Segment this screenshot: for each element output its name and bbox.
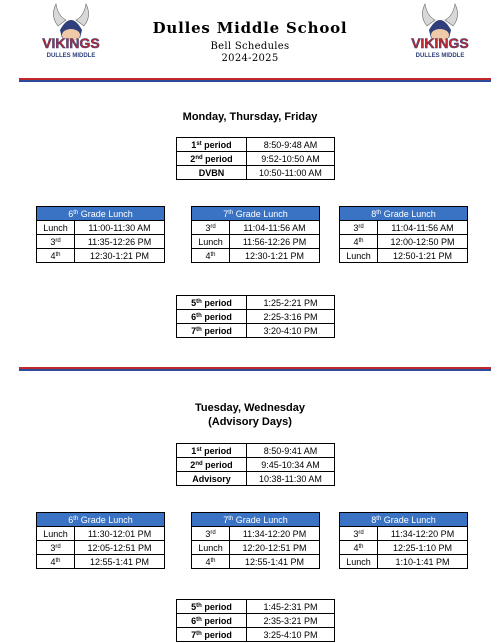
period-label: 2nd period <box>177 458 247 472</box>
vikings-logo <box>405 2 475 62</box>
period-label: DVBN <box>177 166 247 180</box>
table-row: 3rd 11:04-11:56 AM <box>340 221 468 235</box>
period-time: 10:38-11:30 AM <box>247 472 335 486</box>
period-time: 3:20-4:10 PM <box>247 324 335 338</box>
table-row: 4th 12:00-12:50 PM <box>340 235 468 249</box>
lunch-table-header: 6th Grade Lunch <box>37 513 165 527</box>
table-row: Lunch 11:56-12:26 PM <box>192 235 320 249</box>
table-row <box>177 458 335 472</box>
schedule-title: Monday, Thursday, Friday <box>182 111 318 123</box>
table-row: 4th 12:25-1:10 PM <box>340 541 468 555</box>
period-label: 7th period <box>177 628 247 642</box>
period-label: 7th period <box>177 324 247 338</box>
schedule-title: Tuesday, Wednesday <box>194 402 306 414</box>
lunch-table-header: 8th Grade Lunch <box>340 207 468 221</box>
table-row <box>177 152 335 166</box>
lunch-table-6th <box>36 206 165 263</box>
school-name: Dulles Middle School <box>152 19 348 37</box>
table-row: 3rd 11:34-12:20 PM <box>192 527 320 541</box>
lunch-table-header: 6th Grade Lunch <box>37 207 165 221</box>
lunch-table-header: 7th Grade Lunch <box>192 207 320 221</box>
lunch-table-header: 8th Grade Lunch <box>340 513 468 527</box>
morning-periods-table <box>176 443 335 486</box>
schedule-subtitle: Bell Schedules <box>210 41 290 52</box>
period-label: 1st period <box>177 444 247 458</box>
table-row <box>177 472 335 486</box>
lunch-table-7th <box>191 512 320 569</box>
table-row: 4th 12:30-1:21 PM <box>192 249 320 263</box>
period-label: 6th period <box>177 614 247 628</box>
logo-subtext: DULLES MIDDLE <box>46 53 96 59</box>
table-row: Lunch 11:30-12:01 PM <box>37 527 165 541</box>
period-time: 2:35-3:21 PM <box>247 614 335 628</box>
table-row <box>177 138 335 152</box>
lunch-table-8th <box>339 512 468 569</box>
table-row <box>177 628 335 642</box>
schedule-subtitle: (Advisory Days) <box>208 416 292 428</box>
page-header <box>0 0 500 80</box>
lunch-table-7th <box>191 206 320 263</box>
table-row: 4th 12:55-1:41 PM <box>192 555 320 569</box>
table-row <box>177 324 335 338</box>
table-row <box>177 444 335 458</box>
table-row: 4th 12:30-1:21 PM <box>37 249 165 263</box>
period-label: Advisory <box>177 472 247 486</box>
table-row: 3rd 11:04-11:56 AM <box>192 221 320 235</box>
table-row: 3rd 11:34-12:20 PM <box>340 527 468 541</box>
table-row <box>177 296 335 310</box>
afternoon-periods-table <box>176 599 335 642</box>
school-year: 2024-2025 <box>221 53 279 64</box>
period-time: 10:50-11:00 AM <box>247 166 335 180</box>
period-time: 9:45-10:34 AM <box>247 458 335 472</box>
morning-periods-table <box>176 137 335 180</box>
table-row <box>177 166 335 180</box>
table-row: 3rd 12:05-12:51 PM <box>37 541 165 555</box>
lunch-table-header: 7th Grade Lunch <box>192 513 320 527</box>
table-row: Lunch 12:20-12:51 PM <box>192 541 320 555</box>
table-row: 4th 12:55-1:41 PM <box>37 555 165 569</box>
table-row: Lunch 12:50-1:21 PM <box>340 249 468 263</box>
period-time: 2:25-3:16 PM <box>247 310 335 324</box>
period-time: 9:52-10:50 AM <box>247 152 335 166</box>
table-row: Lunch 1:10-1:41 PM <box>340 555 468 569</box>
table-row <box>177 600 335 614</box>
table-row <box>177 310 335 324</box>
logo-wordmark: VIKINGS <box>42 35 100 51</box>
section-divider <box>19 367 491 371</box>
lunch-table-8th <box>339 206 468 263</box>
period-time: 3:25-4:10 PM <box>247 628 335 642</box>
period-label: 2nd period <box>177 152 247 166</box>
table-row: 3rd 11:35-12:26 PM <box>37 235 165 249</box>
period-label: 5th period <box>177 296 247 310</box>
lunch-table-6th <box>36 512 165 569</box>
afternoon-periods-table <box>176 295 335 338</box>
logo-wordmark: VIKINGS <box>411 35 469 51</box>
table-row: Lunch 11:00-11:30 AM <box>37 221 165 235</box>
table-row <box>177 614 335 628</box>
period-time: 1:25-2:21 PM <box>247 296 335 310</box>
logo-subtext: DULLES MIDDLE <box>415 53 465 59</box>
period-time: 1:45-2:31 PM <box>247 600 335 614</box>
period-label: 5th period <box>177 600 247 614</box>
period-time: 8:50-9:48 AM <box>247 138 335 152</box>
period-label: 1st period <box>177 138 247 152</box>
period-time: 8:50-9:41 AM <box>247 444 335 458</box>
section-divider <box>19 78 491 82</box>
period-label: 6th period <box>177 310 247 324</box>
